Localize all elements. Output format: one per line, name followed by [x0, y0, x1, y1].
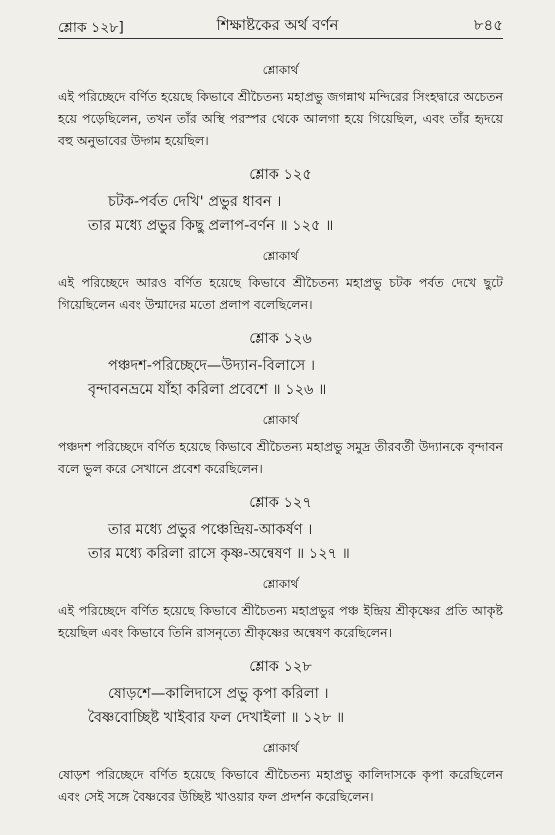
running-title: শিক্ষাষ্টকের অর্থ বর্ণন — [216, 16, 339, 34]
translation-text: এই পরিচ্ছেদে বর্ণিত হয়েছে কিভাবে শ্রীচৈতন্য মহাপ্রভু জগন্নাথ মন্দিরের সিংহদ্বারে অচেতন হয়ে পড়েছিলেন, তখন তাঁর অস্থি পরস্পর থেকে আলগা হয়ে গিয়েছিল, এবং তাঁর হৃদয়ে বহু অনুভাবের উদ্গম হয়েছিল। — [58, 89, 503, 148]
translation-text: ষোড়শ পরিচ্ছেদে বর্ণিত হয়েছে কিভাবে শ্রীচৈতন্য মহাপ্রভু কালিদাসকে কৃপা করেছিলেন এবং সেই সঙ্গে বৈষ্ণবের উচ্ছিষ্ট খাওয়ার ফল প্রদর্শন করেছিলেন। — [58, 767, 503, 804]
translation-block — [58, 576, 503, 644]
translation-label: শ্লোকার্থ — [262, 577, 299, 591]
verse-block — [58, 492, 503, 566]
verse-line: পঞ্চদশ-পরিচ্ছেদে—উদ্যান-বিলাসে । — [108, 358, 316, 374]
translation-label: শ্লোকার্থ — [262, 63, 299, 77]
verse-block — [58, 656, 503, 730]
translation-text: এই পরিচ্ছেদে আরও বর্ণিত হয়েছে কিভাবে শ্রীচৈতন্য মহাপ্রভু চটক পর্বত দেখে ছুটে গিয়েছিলেন এবং উন্মাদের মতো প্রলাপ বলেছিলেন। — [58, 275, 503, 312]
verse-block — [58, 164, 503, 238]
verse-line: বৃন্দাবনভ্রমে যাঁহা করিলা প্রবেশে ॥ ১২৬ ॥ — [88, 382, 327, 398]
verse-line: তার মধ্যে করিলা রাসে কৃষ্ণ-অন্বেষণ ॥ ১২৭ ॥ — [88, 546, 350, 562]
translation-label: শ্লোকার্থ — [262, 249, 299, 263]
verse-heading: শ্লোক ১২৭ — [249, 495, 312, 511]
verse-heading: শ্লোক ১২৬ — [249, 331, 312, 347]
translation-block — [58, 412, 503, 480]
page-number: ৮৪৫ — [473, 16, 503, 34]
verse-heading: শ্লোক ১২৫ — [249, 167, 312, 183]
translation-text: পঞ্চদশ পরিচ্ছেদে বর্ণিত হয়েছে কিভাবে শ্রীচৈতন্য মহাপ্রভু সমুদ্র তীরবর্তী উদ্যানকে বৃন্দাবন বলে ভুল করে সেখানে প্রবেশ করেছিলেন। — [58, 439, 503, 476]
verse-line: ষোড়শে—কালিদাসে প্রভু কৃপা করিলা । — [108, 686, 329, 702]
translation-text: এই পরিচ্ছেদে বর্ণিত হয়েছে কিভাবে শ্রীচৈতন্য মহাপ্রভুর পঞ্চ ইন্দ্রিয় শ্রীকৃষ্ণের প্রতি আকৃষ্ট হয়েছিল এবং কিভাবে তিনি রাসনৃত্যে শ্রীকৃষ্ণের অন্বেষণ করেছিলেন। — [58, 603, 503, 640]
verse-line: তার মধ্যে প্রভুর পঞ্চেন্দ্রিয়-আকর্ষণ । — [108, 522, 313, 538]
translation-block — [58, 62, 503, 152]
verse-heading: শ্লোক ১২৮ — [249, 659, 312, 675]
verse-line: চটক-পর্বত দেখি' প্রভুর ধাবন । — [108, 194, 282, 210]
translation-label: শ্লোকার্থ — [262, 413, 299, 427]
translation-block — [58, 740, 503, 808]
page-body — [58, 62, 503, 808]
verse-line: বৈষ্ণবোচ্ছিষ্ট খাইবার ফল দেখাইলা ॥ ১২৮ ॥ — [88, 710, 345, 726]
translation-block — [58, 248, 503, 316]
running-verse-ref: শ্লোক ১২৮] — [58, 20, 124, 36]
header-rule — [58, 38, 503, 39]
verse-line: তার মধ্যে প্রভুর কিছু প্রলাপ-বর্ণন ॥ ১২৫ ॥ — [88, 218, 334, 234]
translation-label: শ্লোকার্থ — [262, 741, 299, 755]
page-header — [0, 0, 555, 40]
verse-block — [58, 328, 503, 402]
